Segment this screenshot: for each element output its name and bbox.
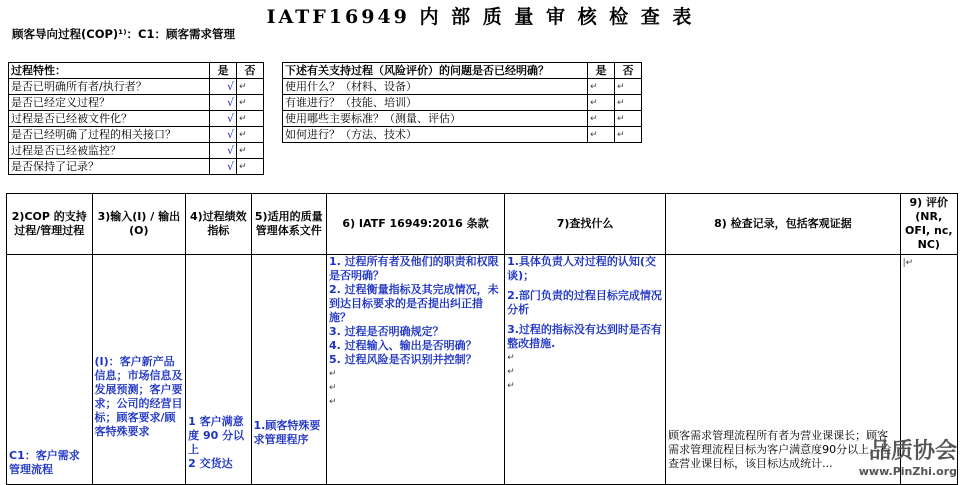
yes-check-icon[interactable]: √ bbox=[210, 111, 237, 127]
table-row bbox=[283, 111, 642, 127]
qms-document-text: 1.顾客特殊要求管理程序 bbox=[253, 419, 321, 446]
clause-item: 5. 过程风险是否识别并控制？ bbox=[328, 353, 477, 366]
row-label: 是否保持了记录？ bbox=[9, 159, 210, 175]
lookfor-item: 1.具体负责人对过程的认知(交谈)； bbox=[507, 255, 656, 282]
page-title: IATF16949 内 部 质 量 审 核 检 查 表 bbox=[266, 6, 695, 28]
paragraph-mark-icon: ↵ bbox=[507, 381, 515, 391]
paragraph-mark-icon: ↵ bbox=[239, 114, 247, 124]
header-check-record: 8) 检查记录，包括客观证据 bbox=[666, 194, 900, 255]
input-output-cell[interactable] bbox=[92, 255, 186, 485]
header-performance-indicator: 4)过程绩效指标 bbox=[186, 194, 251, 255]
no-cell[interactable] bbox=[237, 111, 264, 127]
performance-indicator-text-2: 2 交货达 bbox=[188, 457, 233, 470]
no-cell[interactable] bbox=[237, 159, 264, 175]
check-record-text: 顾客需求管理流程所有者为营业课课长；顾客需求管理流程目标为客户满意度90分以上，检查营业课目标，该目标达成统计... bbox=[668, 429, 892, 470]
paragraph-mark-icon: ↵ bbox=[239, 162, 247, 172]
paragraph-mark-icon: ↵ bbox=[239, 98, 247, 108]
no-header: 否 bbox=[237, 63, 264, 79]
no-header: 否 bbox=[615, 63, 642, 79]
table-row bbox=[9, 95, 264, 111]
paragraph-mark-icon: ↵ bbox=[328, 369, 337, 379]
no-cell[interactable] bbox=[237, 79, 264, 95]
support-header-label: 下述有关支持过程（风险评价）的问题是否已经明确？ bbox=[283, 63, 588, 79]
paragraph-mark-icon: ↵ bbox=[239, 146, 247, 156]
paragraph-mark-icon: ↵ bbox=[590, 82, 598, 92]
row-label: 是否已明确所有者/执行者？ bbox=[9, 79, 210, 95]
lookfor-item: 3.过程的指标没有达到时是否有整改措施. bbox=[507, 323, 662, 350]
header-input-output: 3)输入(I) / 输出(O) bbox=[92, 194, 186, 255]
row-label: 是否已经明确了过程的相关接口？ bbox=[9, 127, 210, 143]
input-output-text: (I)：客户新产品信息；市场信息及发展预测；客户要求；公司的经营目标；顾客要求/顾客特殊要求 bbox=[94, 355, 183, 438]
text-cursor-icon: |↵ bbox=[902, 258, 914, 268]
audit-checklist-table bbox=[6, 193, 958, 485]
paragraph-mark-icon: ↵ bbox=[328, 383, 337, 393]
cop-process-cell[interactable] bbox=[7, 255, 93, 485]
no-cell[interactable] bbox=[615, 95, 642, 111]
performance-indicator-text: 1 客户满意度 90 分以上 bbox=[188, 415, 245, 456]
paragraph-mark-icon: ↵ bbox=[617, 114, 625, 124]
yes-check-icon[interactable]: √ bbox=[210, 95, 237, 111]
yes-cell[interactable] bbox=[588, 127, 615, 143]
table-row bbox=[9, 127, 264, 143]
yes-header: 是 bbox=[588, 63, 615, 79]
row-label: 过程是否已经被文件化？ bbox=[9, 111, 210, 127]
no-cell[interactable] bbox=[237, 127, 264, 143]
audit-row bbox=[7, 255, 958, 485]
support-process-table bbox=[282, 62, 642, 143]
watermark-url: www.PinZhi.org bbox=[858, 465, 957, 478]
audit-header-row bbox=[7, 194, 958, 255]
cop-process-text: C1：客户需求管理流程 bbox=[9, 449, 80, 476]
cop-subtitle: 顾客导向过程(COP)¹⁾：C1：顾客需求管理 bbox=[12, 27, 235, 41]
process-header-label: 过程特性： bbox=[9, 63, 210, 79]
paragraph-mark-icon: ↵ bbox=[617, 82, 625, 92]
paragraph-mark-icon: ↵ bbox=[590, 130, 598, 140]
paragraph-mark-icon: ↵ bbox=[617, 130, 625, 140]
no-cell[interactable] bbox=[237, 143, 264, 159]
table-row bbox=[9, 111, 264, 127]
paragraph-mark-icon: ↵ bbox=[590, 114, 598, 124]
table-header-row bbox=[9, 63, 264, 79]
no-cell[interactable] bbox=[615, 111, 642, 127]
yes-cell[interactable] bbox=[588, 79, 615, 95]
watermark bbox=[859, 434, 957, 478]
header-iatf-clause: 6) IATF 16949:2016 条款 bbox=[326, 194, 504, 255]
table-row bbox=[9, 159, 264, 175]
header-qms-documents: 5)适用的质量管理体系文件 bbox=[251, 194, 326, 255]
paragraph-mark-icon: ↵ bbox=[507, 367, 515, 377]
header-evaluation: 9) 评价 (NR, OFI, nc, NC) bbox=[900, 194, 957, 255]
row-label: 使用哪些主要标准？（测量、评估） bbox=[283, 111, 588, 127]
clause-item: 4. 过程输入、输出是否明确？ bbox=[328, 339, 477, 352]
what-to-look-for-cell[interactable] bbox=[505, 255, 666, 485]
clause-item: 3. 过程是否明确规定？ bbox=[328, 325, 444, 338]
header-cop-process: 2)COP 的支持过程/管理过程 bbox=[7, 194, 93, 255]
paragraph-mark-icon: ↵ bbox=[328, 397, 337, 407]
no-cell[interactable] bbox=[615, 127, 642, 143]
paragraph-mark-icon: ↵ bbox=[239, 82, 247, 92]
yes-check-icon[interactable]: √ bbox=[210, 159, 237, 175]
yes-header: 是 bbox=[210, 63, 237, 79]
lookfor-item: 2.部门负责的过程目标完成情况分析 bbox=[507, 289, 662, 316]
yes-check-icon[interactable]: √ bbox=[210, 79, 237, 95]
yes-check-icon[interactable]: √ bbox=[210, 127, 237, 143]
yes-cell[interactable] bbox=[588, 111, 615, 127]
paragraph-mark-icon: ↵ bbox=[590, 98, 598, 108]
qms-document-cell[interactable] bbox=[251, 255, 326, 485]
yes-check-icon[interactable]: √ bbox=[210, 143, 237, 159]
row-label: 如何进行？（方法、技术） bbox=[283, 127, 588, 143]
table-row bbox=[283, 79, 642, 95]
clause-item: 1. 过程所有者及他们的职责和权限是否明确？ bbox=[328, 255, 499, 282]
iatf-clause-cell[interactable] bbox=[326, 255, 504, 485]
table-header-row bbox=[283, 63, 642, 79]
row-label: 使用什么？（材料、设备） bbox=[283, 79, 588, 95]
process-characteristics-table bbox=[8, 62, 264, 175]
table-row bbox=[9, 143, 264, 159]
row-label: 过程是否已经被监控？ bbox=[9, 143, 210, 159]
paragraph-mark-icon: ↵ bbox=[617, 98, 625, 108]
yes-cell[interactable] bbox=[588, 95, 615, 111]
paragraph-mark-icon: ↵ bbox=[507, 353, 515, 363]
table-row bbox=[283, 127, 642, 143]
table-row bbox=[283, 95, 642, 111]
row-label: 有谁进行？（技能、培训） bbox=[283, 95, 588, 111]
performance-indicator-cell[interactable] bbox=[186, 255, 251, 485]
no-cell[interactable] bbox=[237, 95, 264, 111]
header-what-to-look-for: 7)查找什么 bbox=[505, 194, 666, 255]
table-row bbox=[9, 79, 264, 95]
watermark-logo: 品质协会 bbox=[868, 438, 957, 464]
clause-item: 2. 过程衡量指标及其完成情况，未到达目标要求的是否提出纠正措施？ bbox=[328, 283, 499, 324]
no-cell[interactable] bbox=[615, 79, 642, 95]
paragraph-mark-icon: ↵ bbox=[239, 130, 247, 140]
row-label: 是否已经定义过程？ bbox=[9, 95, 210, 111]
